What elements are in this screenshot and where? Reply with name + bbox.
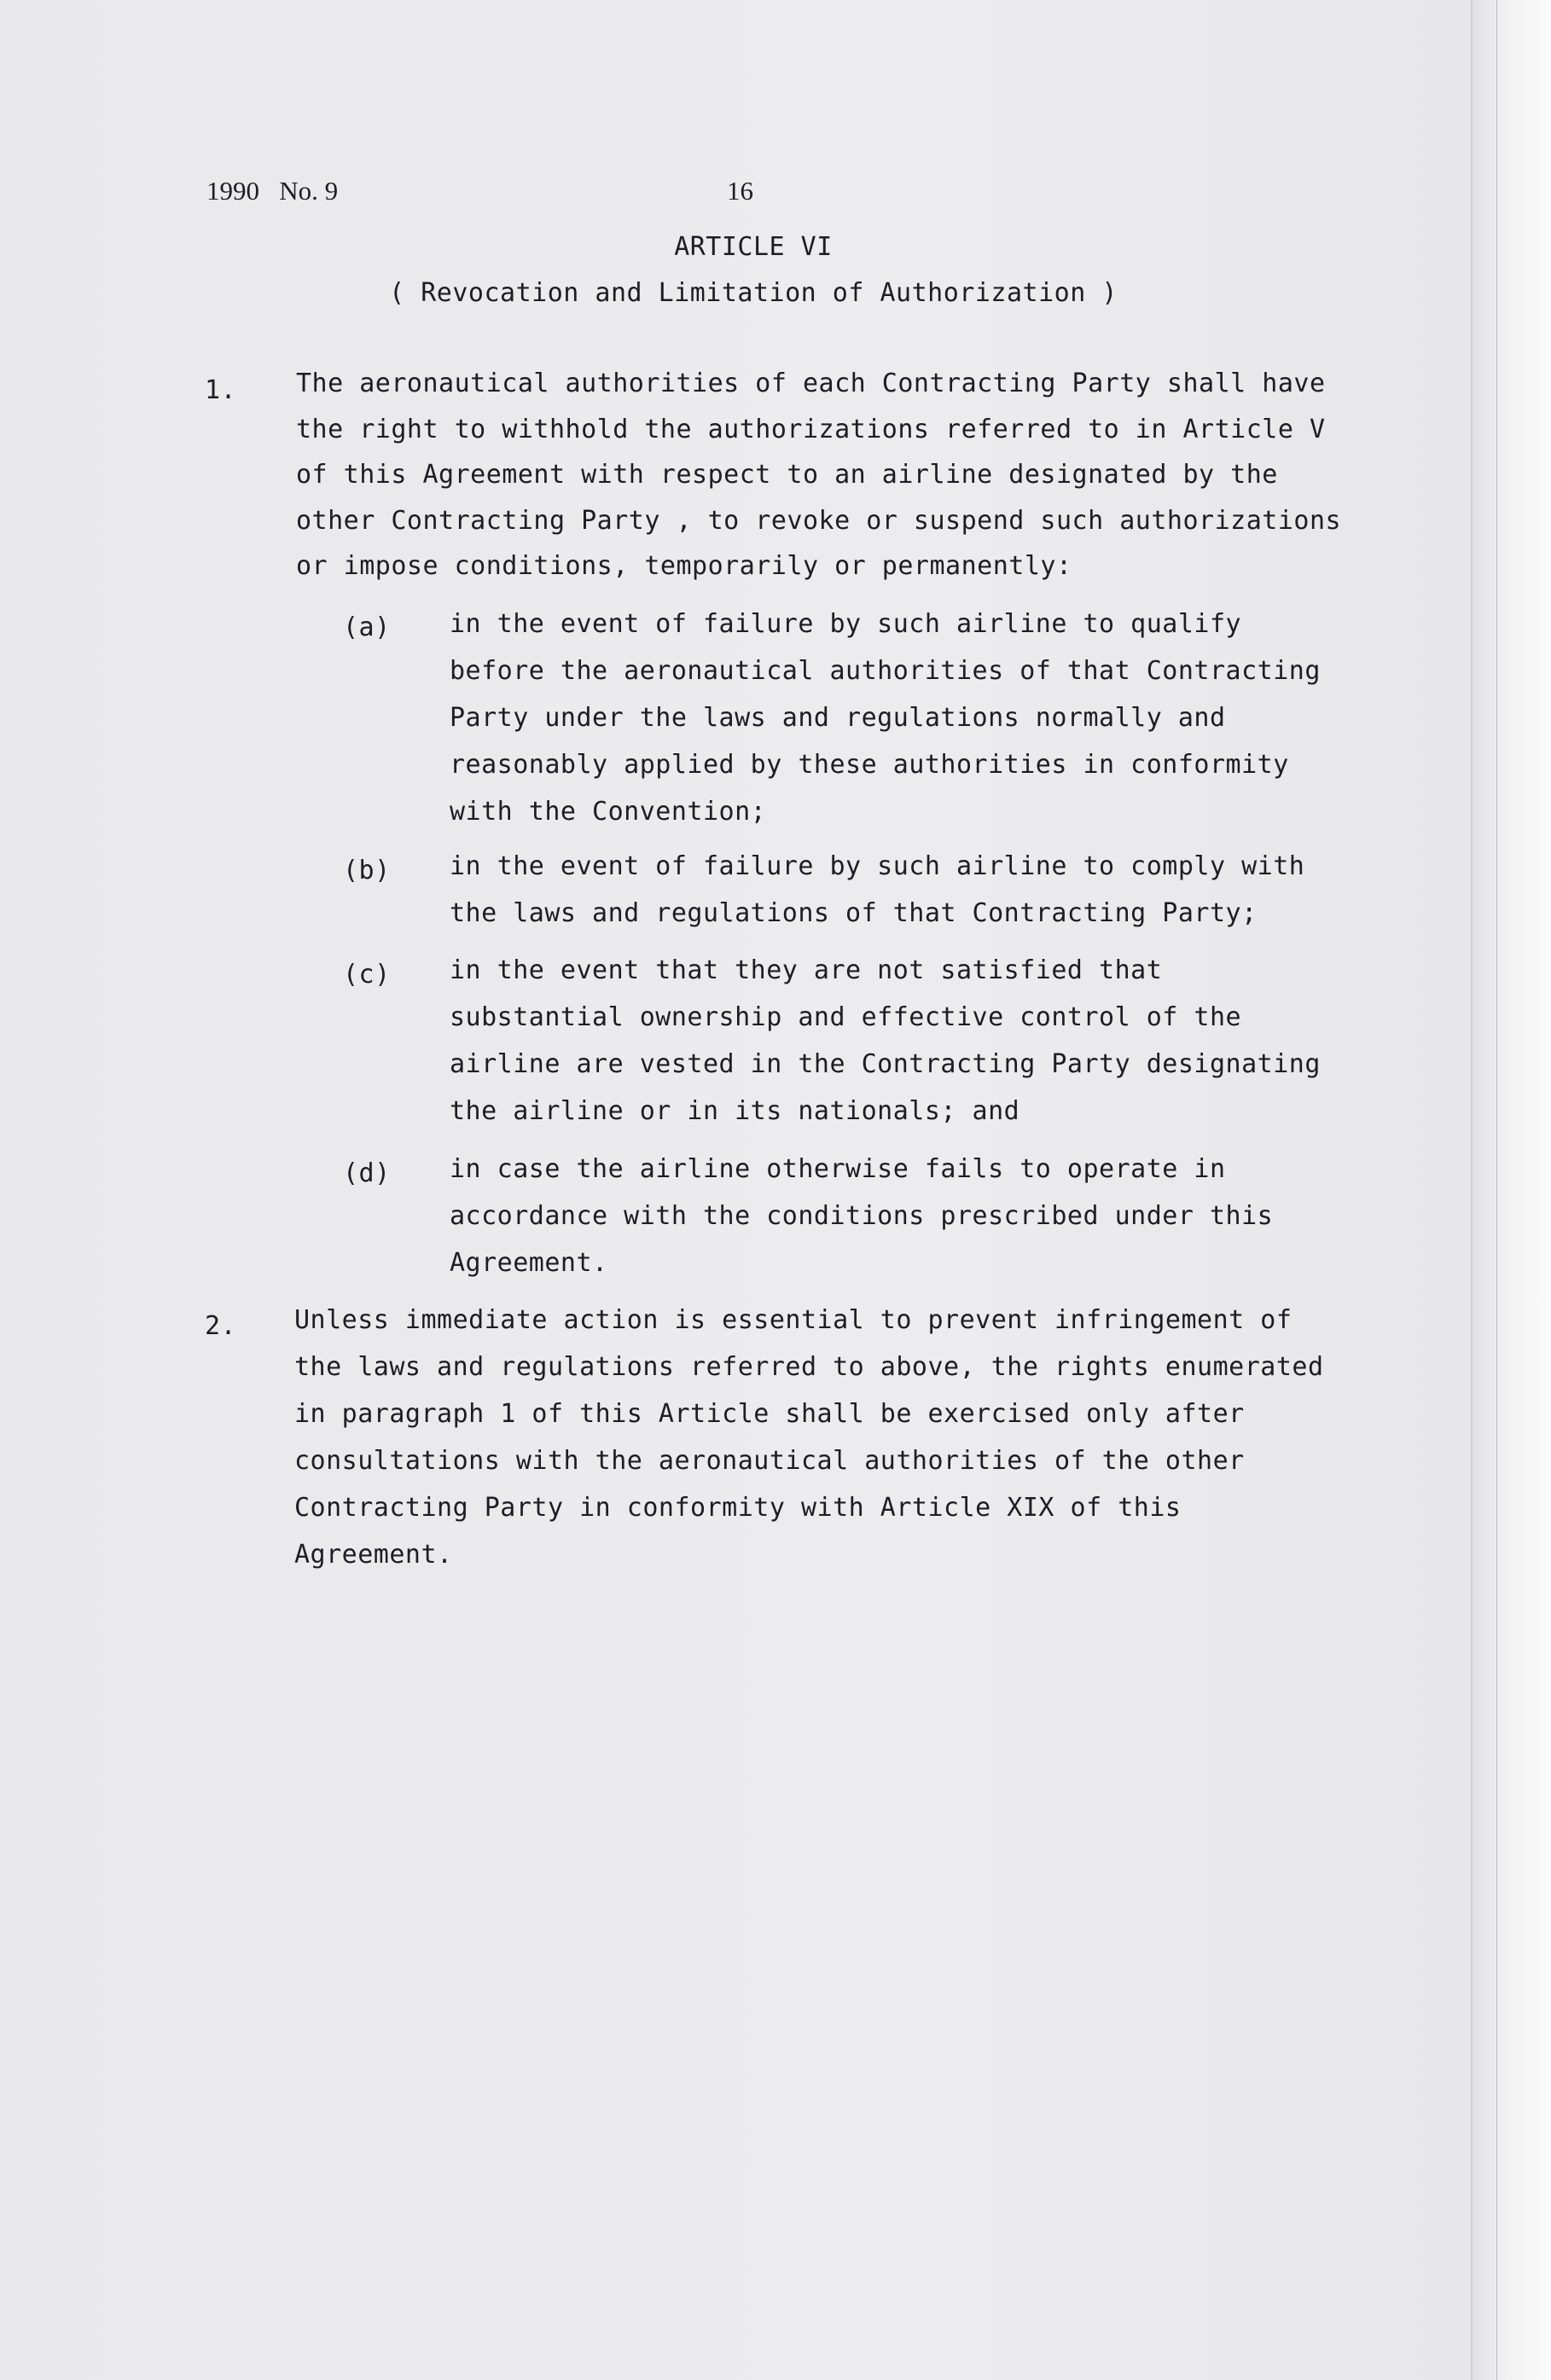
item-a-text: in the event of failure by such airline to qualify before the aeronautical authorities of that Contracting Party under the laws and regulations normally and reasonably applied by these authorities in conformity with the Convention;	[450, 609, 1321, 827]
paragraph-1-number: 1.	[205, 375, 237, 405]
gazette-year-number: 1990 No. 9	[206, 176, 339, 206]
paragraph-2-number: 2.	[205, 1311, 237, 1341]
item-a-label: (a)	[343, 612, 391, 642]
item-d-label: (d)	[343, 1158, 391, 1188]
paragraph-2-text: Unless immediate action is essential to prevent infringement of the laws and regulations referred to above, the rights enumerated in paragraph 1 of this Article shall be exercised only after consultations with the aeronautical authorities of the other Contracting Party in conformity with Article XIX of this Agreement.	[294, 1305, 1324, 1570]
paragraph-1-text: The aeronautical authorities of each Contracting Party shall have the right to withhold the authorizations referred to in Article V of this Agreement with respect to an airline designated by the other Contracting Party , to revoke or suspend such authorizations or impose conditions, temporarily or permanently:	[296, 369, 1342, 581]
item-d-text: in case the airline otherwise fails to operate in accordance with the conditions prescribed under this Agreement.	[450, 1154, 1274, 1278]
page-number: 16	[727, 176, 753, 206]
item-b-text: in the event of failure by such airline to comply with the laws and regulations of that Contracting Party;	[450, 851, 1305, 928]
item-c-text: in the event that they are not satisfied that substantial ownership and effective control of the airline are vested in the Contracting Party designating the airline or in its nationals; and	[450, 955, 1321, 1126]
page-edge-line	[1496, 0, 1497, 2380]
article-subtitle: ( Revocation and Limitation of Authorization )	[389, 278, 1118, 308]
page-edge	[1471, 0, 1551, 2380]
item-c-label: (c)	[343, 960, 391, 990]
article-title: ARTICLE VI	[674, 232, 833, 262]
item-b-label: (b)	[343, 856, 391, 885]
